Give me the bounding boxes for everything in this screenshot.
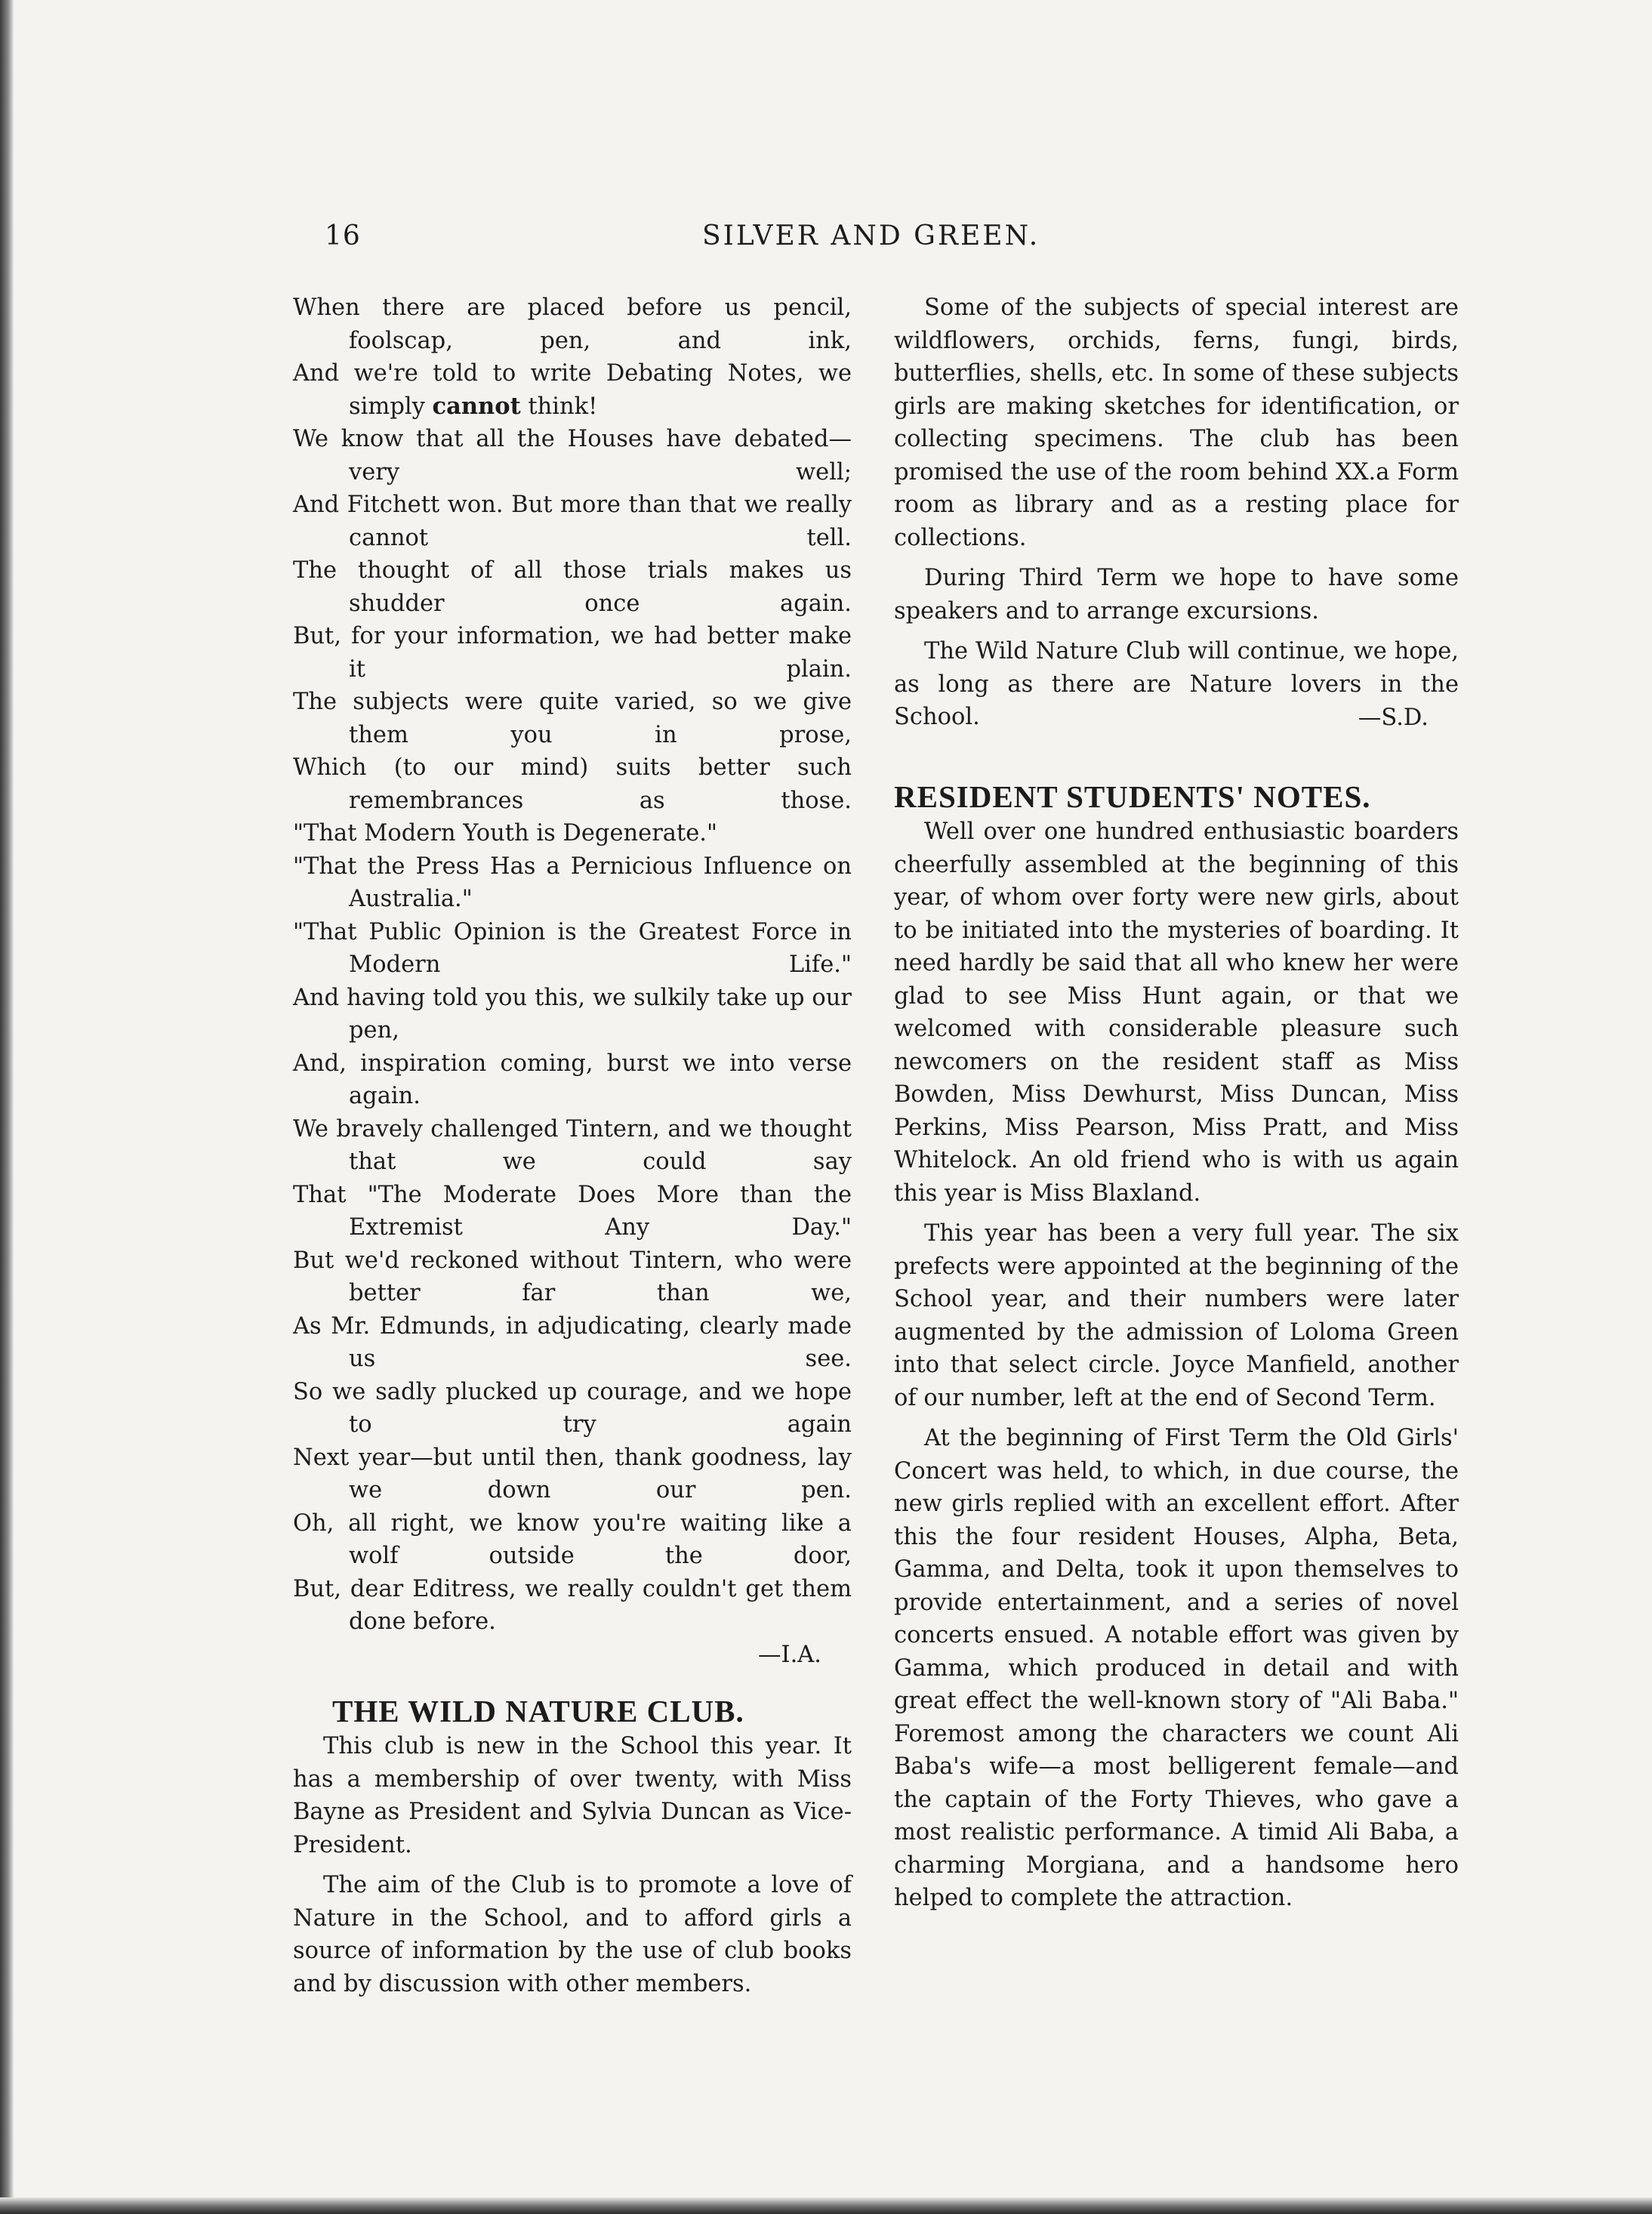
poem-line: As Mr. Edmunds, in adjudicating, clearly made us see. (293, 1312, 852, 1372)
left-column (293, 291, 852, 2008)
poem-line: We know that all the Houses have debated— very well; (293, 426, 852, 486)
debating-poem (293, 291, 852, 1671)
poem-line (293, 357, 852, 423)
wild-nature-paragraph: This club is new in the School this year. It has a membership of over twenty, with Miss Bayne as President and Sylvia Duncan as Vice-President. (293, 1733, 852, 1858)
poem-line-tail: think! (528, 393, 598, 420)
poem-line: "That Public Opinion is the Greatest Force in Modern Life." (293, 918, 852, 978)
wild-nature-signature: —S.D. (1358, 704, 1429, 731)
poem-line: But, for your information, we had better make it plain. (293, 623, 852, 683)
poem-line: Next year—but until then, thank goodness, lay we down our pen. (293, 1444, 852, 1503)
page-header (325, 220, 1503, 258)
poem-line: And Fitchett won. But more than that we really cannot tell. (293, 492, 852, 551)
resident-paragraph: Well over one hundred enthusiastic boarders cheerfully assembled at the beginning of this year, of whom over forty were new girls, about to be initiated into the mysteries of boarding. It need hardly be said that all who knew her were glad to see Miss Hunt again, or that we welcomed with considerable pleasure such newcomers on the resident staff as Miss Bowden, Miss Dewhurst, Miss Duncan, Miss Perkins, Miss Pearson, Miss Pratt, and Miss Whitelock. An old friend who is with us again this year is Miss Blaxland. (894, 819, 1459, 1207)
poem-signature: —I.A. (758, 1641, 821, 1668)
wild-nature-paragraph: Some of the subjects of special interest are wildflowers, orchids, ferns, fungi, birds, butterflies, shells, etc. In some of these subjects girls are making sketches for identification, or collecting specimens. The club has been promised the use of the room behind XX.a Form room as library and as a resting place for collections. (894, 294, 1459, 551)
poem-bold-word: cannot (432, 392, 521, 420)
right-column (894, 291, 1459, 1923)
poem-line: And having told you this, we sulkily take up our pen, (293, 984, 852, 1044)
resident-paragraph: At the beginning of First Term the Old Girls' Concert was held, to which, in due course, the new girls replied with an excellent effort. After this the four resident Houses, Alpha, Beta, Gamma, and Delta, took it upon themselves to provide entertainment, and a series of novel concerts ensued. A notable effort was given by Gamma, which produced in detail and with great effect the well-known story of "Ali Baba." Foremost among the characters we count Ali Baba's wife—a most belligerent female—and the captain of the Forty Thieves, who gave a most realistic performance. A timid Ali Baba, a charming Morgiana, and a handsome hero helped to complete the attraction. (894, 1425, 1459, 1911)
page-number: 16 (325, 220, 361, 251)
poem-line: We bravely challenged Tintern, and we thought that we could say (293, 1115, 852, 1175)
page-bottom-edge (0, 2197, 1652, 2214)
wild-nature-section (293, 1692, 852, 2000)
resident-notes-heading: RESIDENT STUDENTS' NOTES. (894, 779, 1371, 814)
poem-line-text: But, dear Editress, we really couldn't get them done before. (293, 1575, 852, 1635)
poem-line: When there are placed before us pencil, foolscap, pen, and ink, (293, 294, 852, 354)
poem-line: So we sadly plucked up courage, and we hope to try again (293, 1378, 852, 1438)
poem-line-text: And we're told to write Debating Notes, we simply (293, 360, 852, 420)
resident-paragraph: This year has been a very full year. The six prefects were appointed at the beginning of the School year, and their numbers were later augmented by the admission of Loloma Green into that select circle. Joyce Manfield, another of our number, left at the end of Second Term. (894, 1220, 1459, 1411)
poem-line: That "The Moderate Does More than the Extremist Any Day." (293, 1181, 852, 1241)
poem-line: But we'd reckoned without Tintern, who were better far than we, (293, 1247, 852, 1306)
poem-line: The thought of all those trials makes us shudder once again. (293, 557, 852, 617)
poem-line: The subjects were quite varied, so we give them you in prose, (293, 689, 852, 748)
poem-line: Oh, all right, we know you're waiting like a wolf outside the door, (293, 1509, 852, 1569)
wild-nature-paragraph: The Wild Nature Club will continue, we hope, as long as there are Nature lovers in the School. (894, 638, 1459, 730)
running-title: SILVER AND GREEN. (702, 220, 1040, 251)
page-binding-edge (0, 0, 14, 2214)
poem-line: And, inspiration coming, burst we into verse again. (293, 1050, 852, 1109)
wild-nature-heading: THE WILD NATURE CLUB. (332, 1694, 744, 1728)
wild-nature-paragraph: During Third Term we hope to have some speakers and to arrange excursions. (894, 565, 1459, 624)
poem-line (293, 1573, 852, 1639)
poem-line: "That the Press Has a Pernicious Influence on Australia." (293, 853, 852, 912)
wild-nature-paragraph: The aim of the Club is to promote a love of Nature in the School, and to afford girls a source of information by the use of club books and by discussion with other members. (293, 1872, 852, 1997)
resident-notes-section (894, 778, 1459, 1915)
poem-line: Which (to our mind) suits better such remembrances as those. (293, 754, 852, 814)
poem-line: "That Modern Youth is Degenerate." (293, 820, 717, 846)
